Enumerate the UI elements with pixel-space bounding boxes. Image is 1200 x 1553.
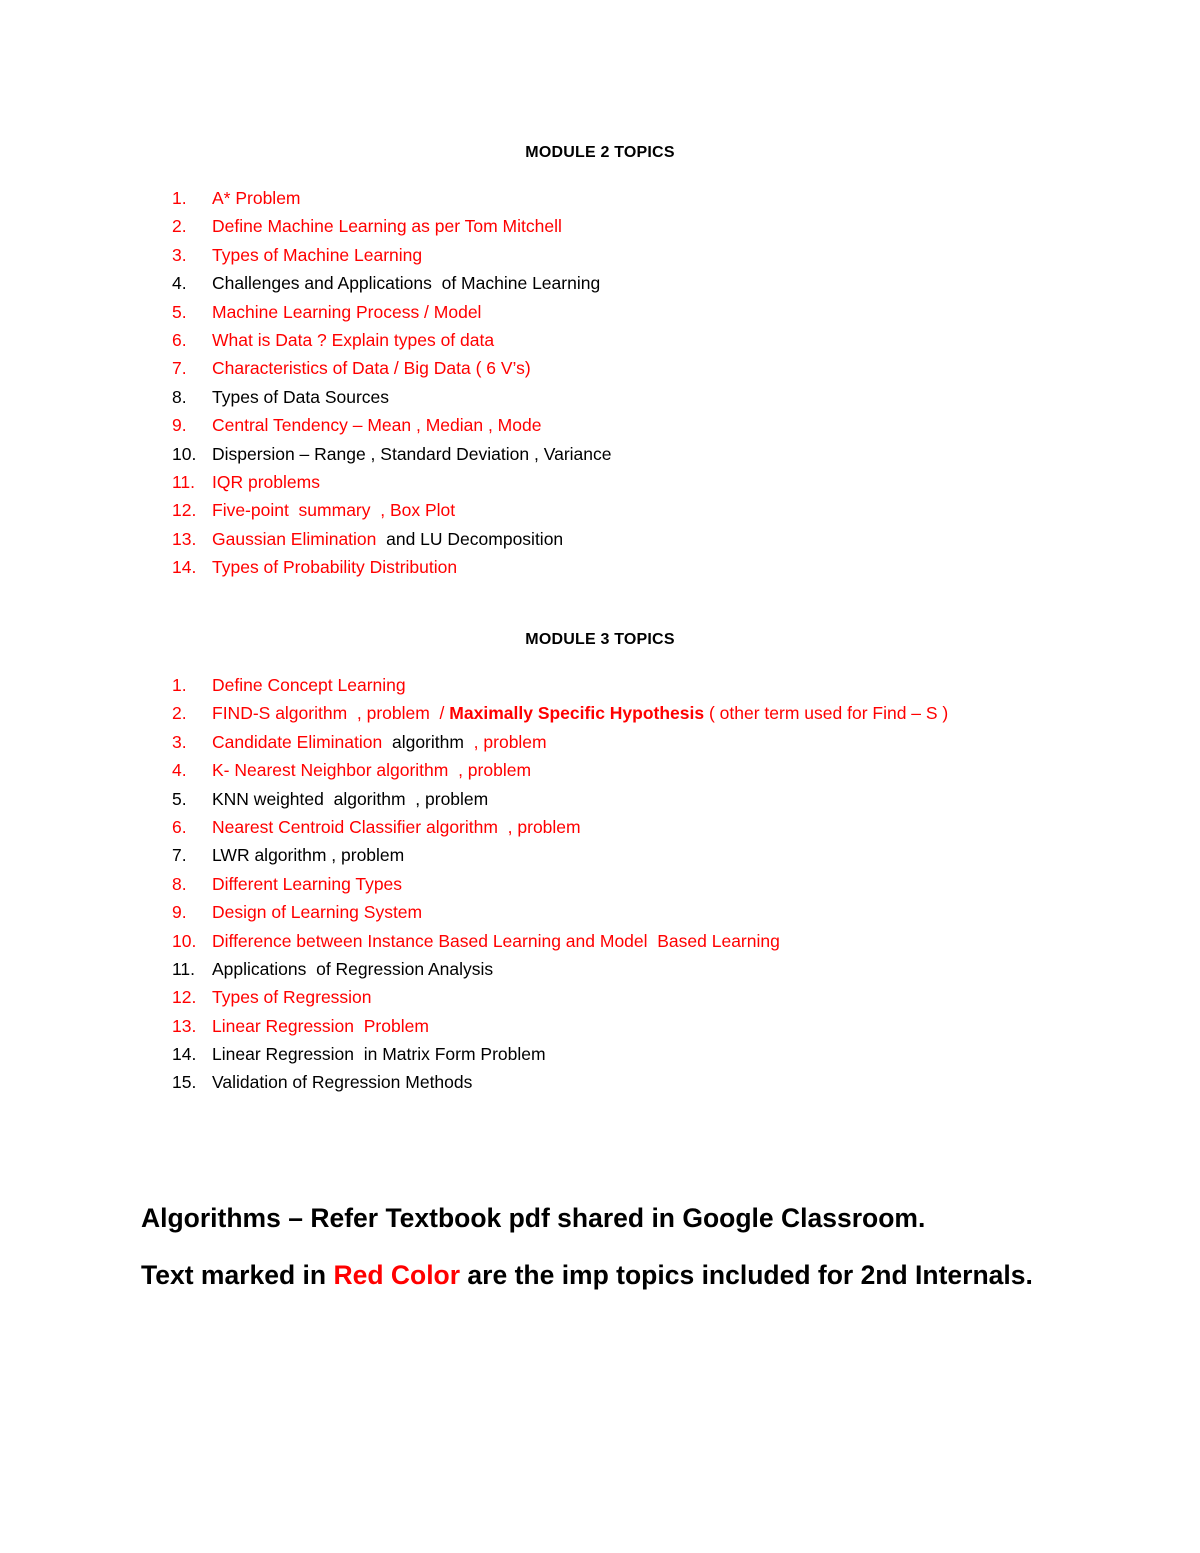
topic-number: 14.: [172, 557, 197, 578]
topic-item: [172, 184, 611, 212]
topic-item: [172, 1068, 948, 1096]
topic-text: Applications of Regression Analysis: [212, 958, 494, 979]
topic-text: algorithm: [382, 731, 469, 752]
topic-text: Machine Learning Process / Model: [212, 301, 482, 322]
topic-text: Define Machine Learning as per Tom Mitchell: [212, 216, 562, 237]
topic-item: [172, 440, 611, 468]
topic-number: 14.: [172, 1044, 197, 1065]
topic-item: [172, 927, 948, 955]
topic-number: 2.: [172, 703, 187, 724]
topic-text: Characteristics of Data / Big Data ( 6 V’s): [212, 358, 531, 379]
topic-number: 4.: [172, 273, 187, 294]
topic-number: 7.: [172, 845, 187, 866]
topic-text: Types of Machine Learning: [212, 244, 423, 265]
topic-item: [172, 383, 611, 411]
topic-text: Difference between Instance Based Learning and Model Based Learning: [212, 930, 780, 951]
topic-text: Candidate Elimination: [212, 731, 383, 752]
topic-item: [172, 411, 611, 439]
topic-text: Nearest Centroid Classifier algorithm , problem: [212, 816, 581, 837]
topic-item: [172, 841, 948, 869]
topic-item: [172, 671, 948, 699]
topic-text: Define Concept Learning: [212, 675, 406, 695]
topic-text: Types of Regression: [212, 987, 372, 1008]
topic-text: Gaussian Elimination: [212, 528, 377, 549]
topic-number: 1.: [172, 675, 187, 695]
topic-text: Types of Probability Distribution: [212, 557, 458, 578]
topic-item: [172, 1012, 948, 1040]
topic-item: [172, 728, 948, 756]
topic-item: [172, 525, 611, 553]
topic-number: 9.: [172, 415, 187, 436]
topic-number: 3.: [172, 731, 187, 752]
topic-text: Linear Regression in Matrix Form Problem: [212, 1044, 546, 1065]
topic-item: [172, 785, 948, 813]
module-2-heading: MODULE 2 TOPICS: [525, 144, 675, 161]
topic-item: [172, 496, 611, 524]
topic-number: 10.: [172, 930, 197, 951]
topic-item: [172, 898, 948, 926]
topic-number: 6.: [172, 816, 187, 837]
topic-number: 11.: [172, 958, 196, 979]
topic-item: [172, 983, 948, 1011]
topic-text: Different Learning Types: [212, 873, 403, 894]
topic-text: A* Problem: [212, 188, 301, 208]
topic-number: 2.: [172, 216, 187, 237]
topic-number: 3.: [172, 244, 187, 265]
topic-text: Design of Learning System: [212, 902, 423, 923]
topic-text: Challenges and Applications of Machine Learning: [212, 273, 601, 294]
module-2-topic-list: [172, 184, 611, 581]
topic-text: ( other term used for Find – S ): [704, 703, 949, 724]
topic-item: [172, 241, 611, 269]
topic-item: [172, 955, 948, 983]
red-color-note-prefix: Text marked in: [141, 1260, 334, 1290]
topic-text: What is Data ? Explain types of data: [212, 329, 495, 350]
topic-item: [172, 870, 948, 898]
topic-item: [172, 354, 611, 382]
topic-number: 5.: [172, 301, 187, 322]
topic-text: Maximally Specific Hypothesis: [449, 703, 705, 724]
topic-text: K- Nearest Neighbor algorithm , problem: [212, 760, 532, 781]
topic-number: 1.: [172, 188, 187, 208]
topic-item: [172, 468, 611, 496]
topic-item: [172, 298, 611, 326]
topic-text: Dispersion – Range , Standard Deviation , Variance: [212, 443, 612, 464]
topic-text: IQR problems: [212, 471, 320, 492]
topic-number: 7.: [172, 358, 187, 379]
topic-number: 6.: [172, 329, 187, 350]
red-color-note-highlight: Red Color: [333, 1260, 461, 1290]
topic-number: 11.: [172, 471, 196, 492]
topic-item: [172, 699, 948, 727]
topic-number: 15.: [172, 1072, 197, 1093]
topic-text: and LU Decomposition: [376, 528, 564, 549]
topic-number: 8.: [172, 873, 187, 894]
topic-item: [172, 553, 611, 581]
topic-item: [172, 813, 948, 841]
algorithms-note: Algorithms – Refer Textbook pdf shared in Google Classroom.: [141, 1203, 926, 1233]
topic-number: 9.: [172, 902, 187, 923]
topic-number: 12.: [172, 987, 197, 1008]
module-3-heading: MODULE 3 TOPICS: [525, 631, 675, 648]
topic-number: 10.: [172, 443, 197, 464]
topic-number: 8.: [172, 386, 187, 407]
topic-text: FIND-S algorithm , problem /: [212, 703, 450, 724]
topic-number: 13.: [172, 1015, 197, 1036]
topic-number: 4.: [172, 760, 187, 781]
red-color-note-suffix: are the imp topics included for 2nd Internals.: [460, 1260, 1033, 1290]
topic-item: [172, 756, 948, 784]
topic-text: Linear Regression Problem: [212, 1015, 429, 1036]
topic-text: KNN weighted algorithm , problem: [212, 788, 489, 809]
topic-item: [172, 269, 611, 297]
topic-text: Types of Data Sources: [212, 386, 390, 407]
topic-text: LWR algorithm , problem: [212, 845, 405, 866]
topic-text: Five-point summary , Box Plot: [212, 500, 456, 521]
topic-item: [172, 1040, 948, 1068]
topic-text: , problem: [468, 731, 547, 752]
topic-number: 13.: [172, 528, 197, 549]
topic-item: [172, 212, 611, 240]
topic-text: Validation of Regression Methods: [212, 1072, 473, 1093]
topic-number: 5.: [172, 788, 187, 809]
topic-text: Central Tendency – Mean , Median , Mode: [212, 415, 542, 436]
red-color-note: [141, 1260, 1033, 1291]
topic-number: 12.: [172, 500, 197, 521]
module-3-topic-list: [172, 671, 948, 1097]
topic-item: [172, 326, 611, 354]
